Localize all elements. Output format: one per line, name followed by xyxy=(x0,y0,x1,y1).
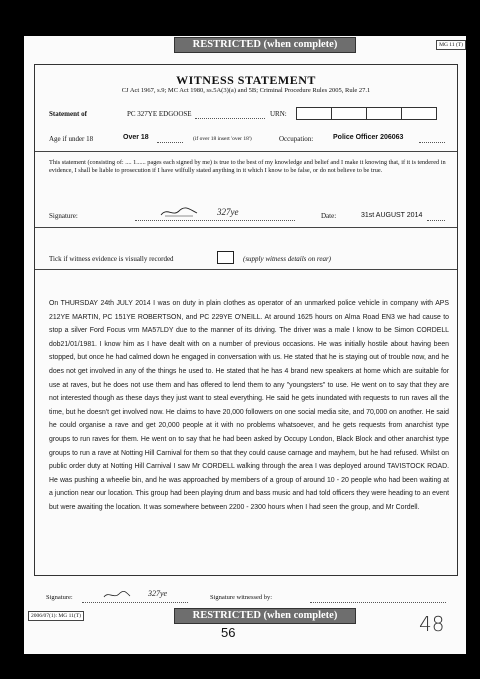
urn-boxes xyxy=(297,107,437,120)
footer-signature-label: Signature: xyxy=(46,594,73,601)
age-note: (if over 18 insert 'over 18') xyxy=(193,136,252,142)
date-label: Date: xyxy=(321,212,337,220)
statement-frame xyxy=(34,64,458,576)
header-divider xyxy=(35,151,457,152)
signature-divider xyxy=(35,227,457,228)
tick-divider xyxy=(35,269,457,270)
visual-record-checkbox[interactable] xyxy=(217,251,234,264)
occupation-value: Police Officer 206063 xyxy=(333,134,404,141)
signature-value: 327ye xyxy=(217,207,239,217)
signature-scribble-icon xyxy=(159,205,199,219)
date-value: 31st AUGUST 2014 xyxy=(361,212,423,219)
age-label: Age if under 18 xyxy=(49,135,94,143)
statement-of-value: PC 327YE EDGOOSE xyxy=(127,110,192,118)
tick-label: Tick if witness evidence is visually recorded xyxy=(49,255,174,263)
restricted-banner-top: RESTRICTED (when complete) xyxy=(174,37,356,53)
statement-of-label: Statement of xyxy=(49,110,87,118)
occupation-label: Occupation: xyxy=(279,135,314,143)
form-ref-bottom: 2006/07(1): MG 11(T) xyxy=(28,611,84,621)
age-value: Over 18 xyxy=(123,134,149,141)
urn-label: URN: xyxy=(270,110,287,118)
tick-note: (supply witness details on rear) xyxy=(243,255,332,263)
form-subtitle: CJ Act 1967, s.9; MC Act 1980, ss.5A(3)(a) and 5B; Criminal Procedure Rules 2005, Rule 27.1 xyxy=(121,87,371,94)
signature-label: Signature: xyxy=(49,212,78,220)
statement-body: On THURSDAY 24th JULY 2014 I was on duty in plain clothes as operator of an unmarked police vehicle in company with APS 212YE MARTIN, PC 151YE ROBERTSON, and PC 229YE O'NEILL. At around 1625 hours on Alma Road EN3 we had cause to stop a silver Ford Focus vrm MA57LDY due to the manner of its driving. The driver was a male I know to be Simon CORDELL dob21/01/1981. I know him as I have dealt with on a number of previous occasions. He was initially hostile about having been stopped, but once he had calmed down he engaged in conversation with us. He stated that he is staying out of trouble now, and he does not get involved in any of the things he used to. He stated that he has 4 brand new speakers at home which are suitable for use at raves, but he does not use them and has offered to lend them to any "youngsters" to use. He went on to say that they are not interested though as these days they just want to steal everything. He said he gets inundated with requests to run raves all the time, but he doesn't get involved now. He claims to have 20,000 followers on one social media site, and 70,000 on another. He said he could organise a rave and get 20,000 people at it with no problems whatsoever, and he gets requests from anarchist type groups to run raves for them. He went on to say that he had been asked by Occupy London, Black Block and other anarchist type groups to run a rave at Notting Hill Carnival for them so that they could cause carnage and mayhem, but he had refused. Whilst on public order duty at Notting Hill Carnival I saw Mr CORDELL walking through the area I was deployed around TAVISTOCK ROAD. He was pushing a wheelie bin, and he was approached by members of a group of around 10 - 20 people who had been waiting at a junction near our location. This group had been playing drum and bass music and had told officers they were heading to an event but were awaiting the location. It was somewhere between 2200 - 2300 hours when I had seen the group, and Mr Cordell. xyxy=(49,300,449,511)
witnessed-label: Signature witnessed by: xyxy=(210,594,273,601)
form-title: WITNESS STATEMENT xyxy=(176,73,316,87)
handwritten-number: 48 xyxy=(419,612,445,636)
restricted-banner-bottom: RESTRICTED (when complete) xyxy=(174,608,356,624)
footer-signature-scribble-icon xyxy=(102,589,132,600)
form-ref-top: MG 11 (T) xyxy=(436,40,466,50)
declaration-text: This statement (consisting of: .... 1...... pages each signed by me) is true to the best of my knowledge and belief and I make it knowing that, if it is tendered in evidence, I shall be liable to prosecution if I have wilfully stated anything in it which I know to be false, or do not believe to be true. xyxy=(49,159,446,174)
statement-page xyxy=(24,36,466,654)
footer-signature-value: 327ye xyxy=(148,589,168,598)
page-number: 56 xyxy=(221,625,236,640)
